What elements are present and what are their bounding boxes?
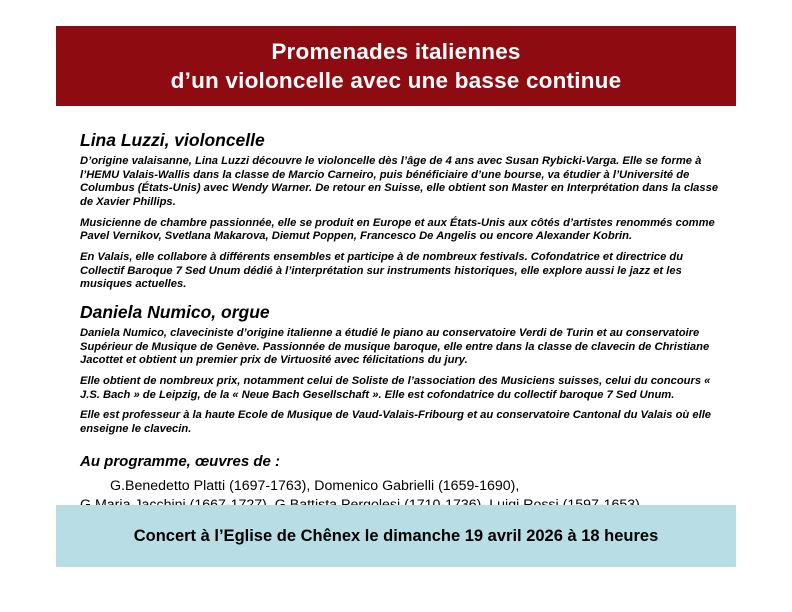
title-line-2: d’un violoncelle avec une basse continue bbox=[170, 68, 622, 93]
performer-2-bio-paragraph: Elle obtient de nombreux prix, notamment celui de Soliste de l’association des Musiciens suisses, celui du concours « J.S. Bach » de Leipzig, de la « Neue Bach Gesellschaft ». Elle est cofondatrice du collectif baroque 7 Sed Unum. bbox=[80, 375, 711, 401]
performer-1-bio-paragraph: Musicienne de chambre passionnée, elle se produit en Europe et aux États-Unis aux côtés d’artistes renommés comme Pavel Vernikov, Svetlana Makarova, Diemut Poppen, Francesco De Angelis ou encore Alexander Kobrin. bbox=[80, 216, 715, 243]
programme-title: Au programme, œuvres de : bbox=[80, 452, 281, 470]
performer-1-bio-paragraph: D’origine valaisanne, Lina Luzzi découvre le violoncelle dès l’âge de 4 ans avec Susan Rybicki-Varga. Elle se forme à l’HEMU Valais-Wallis dans la classe de Marcio Carneiro, puis bénéficiaire d’une bourse, va étudier à l’Université de Columbus (États-Unis) avec Wendy Warner. De retour en Suisse, elle obtient son Master en Interprétation dans la classe de Xavier Phillips. bbox=[80, 155, 719, 209]
performer-name-1: Lina Luzzi, violoncelle bbox=[80, 130, 265, 150]
concert-info-banner bbox=[56, 505, 736, 567]
performer-2-bio-paragraph: Elle est professeur à la haute Ecole de Musique de Vaud-Valais-Fribourg et au conservatoire Cantonal du Valais où elle enseigne le clavecin. bbox=[80, 409, 712, 436]
programme-line: G.Benedetto Platti (1697-1763), Domenico Gabrielli (1659-1690), bbox=[110, 477, 520, 494]
title-banner bbox=[56, 26, 736, 106]
performer-name-2: Daniela Numico, orgue bbox=[80, 302, 270, 323]
performer-2-bio-paragraph: Daniela Numico, claveciniste d’origine italienne a étudié le piano au conservatoire Verdi de Turin et au conservatoire Supérieur de Musique de Genève. Passionnée de musique baroque, elle entre dans la classe de clavecin de Christiane Jacottet et obtient un premier prix de Virtuosité avec félicitations du jury. bbox=[80, 327, 710, 367]
performer-1-bio-paragraph: En Valais, elle collabore à différents ensembles et participe à de nombreux festivals. Cofondatrice et directrice du Collectif Baroque 7 Sed Unum dédié à l’interprétation sur instruments historiques, elle explore aussi le jazz et les musiques actuelles. bbox=[80, 251, 684, 291]
body-content bbox=[80, 130, 720, 516]
title-line-1: Promenades italiennes bbox=[271, 38, 521, 64]
concert-info-text: Concert à l’Eglise de Chênex le dimanche 19 avril 2026 à 18 heures bbox=[133, 526, 659, 545]
